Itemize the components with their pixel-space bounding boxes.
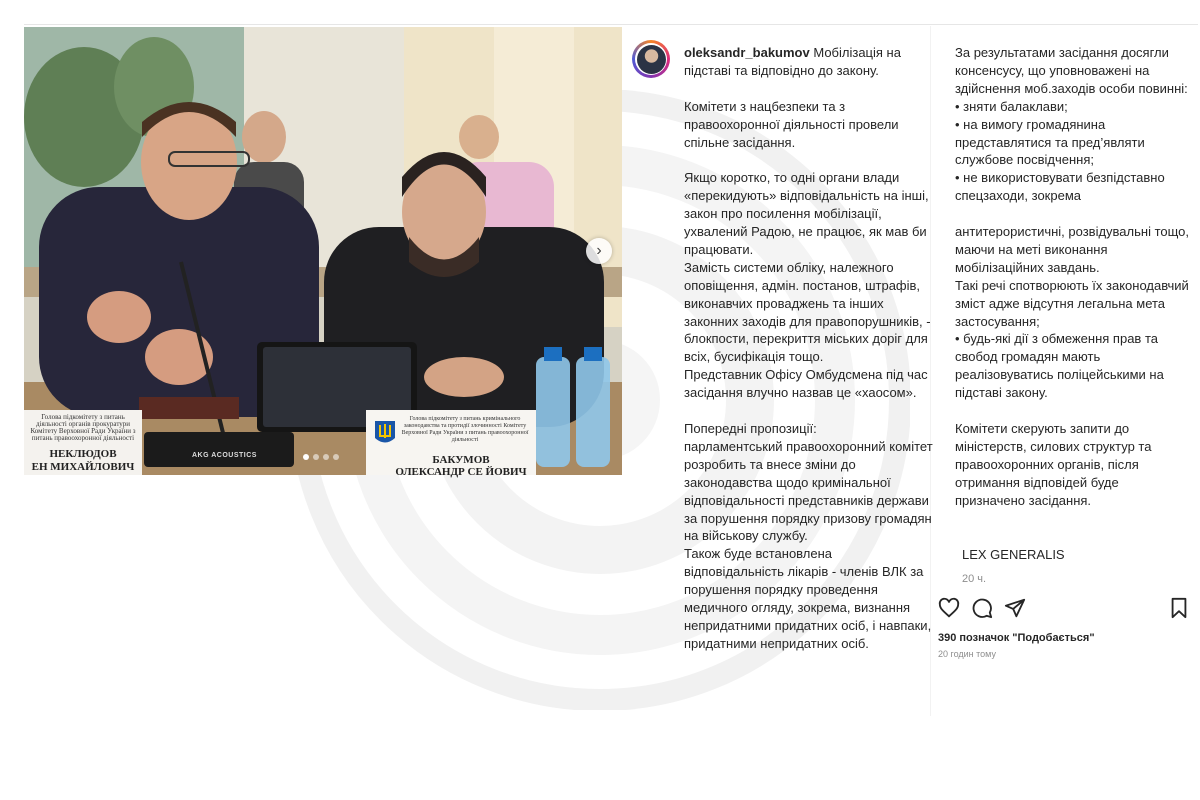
caption-paragraph: Такі речі спотворюють їх законодавчий зміст адже відсутня легальна мета застосування;	[955, 277, 1189, 329]
placard-left-name-line1: НЕКЛЮДОВ	[49, 448, 117, 460]
caption-paragraph: Комітети з нацбезпеки та з правоохоронної діяльності провели спільне засідання.	[684, 98, 899, 150]
caption-paragraph: Якщо коротко, то одні органи влади «перекидують» відповідальність на інші, закон про посилення мобілізації, ухвалений Радою, не працює, як мав би працювати.	[684, 170, 929, 257]
caption-paragraph: • зняти балаклави;	[955, 98, 1068, 114]
posted-time: 20 годин тому	[938, 649, 996, 659]
caption-first-line: Мобілізація на підставі та відповідно до закону.	[684, 45, 901, 78]
carousel-next-button[interactable]	[586, 238, 612, 264]
carousel-dot-4[interactable]	[333, 454, 339, 460]
photo-scene	[24, 27, 622, 475]
placard-right-header: Голова підкомітету з питань кримінального законодавства та протидії злочинності Комітету Верховної Ради України з питань правоохоронної діяльності	[401, 416, 529, 443]
caption-column-2	[955, 44, 1190, 510]
username-link[interactable]: oleksandr_bakumov	[684, 45, 810, 60]
caption-paragraph: Також буде встановлена відповідальність лікарів - членів ВЛК за порушення порядку проведення медичного огляду, зокрема, визнання непридатними придатних осіб, і навпаки, придатними непридатних осіб.	[684, 546, 932, 651]
name-placard-right	[366, 410, 536, 478]
carousel-dots	[303, 454, 339, 460]
placard-right-name-line1: БАКУМОВ	[432, 454, 490, 466]
caption-paragraph: За результатами засідання досягли консенсусу, що уповноважені на здійснення моб.заходів особи повинні:	[955, 45, 1188, 96]
caption-blank	[684, 151, 934, 169]
caption-paragraph: Представник Офісу Омбудсмена під час засідання влучно назвав це «хаосом».	[684, 367, 928, 401]
trident-emblem-icon	[374, 420, 396, 446]
name-placard-left	[24, 410, 142, 475]
caption-column-1	[684, 44, 934, 653]
avatar-image	[637, 45, 666, 74]
chevron-right-icon: ›	[596, 242, 602, 259]
top-divider	[24, 24, 1198, 25]
caption-paragraph: • будь-які дії з обмеження прав та свобод громадян мають реалізовуватись поліцейськими на підставі закону.	[955, 331, 1164, 401]
caption-paragraph: Замість системи обліку, належного оповіщення, адмін. постанов, штрафів, виконавчих проваджень та інших законних заходів для правопорушників, - блокпости, перекриття міських доріг для всіх, бусифікація тощо.	[684, 259, 931, 365]
placard-right-name-line2: ОЛЕКСАНДР СЕ ЙОВИЧ	[395, 466, 527, 478]
carousel-dot-2[interactable]	[313, 454, 319, 460]
caption-paragraph: • на вимогу громадянина представлятися та пред’являти службове посвідчення;	[955, 116, 1145, 168]
comment-icon[interactable]	[971, 597, 993, 619]
caption-paragraph: Попередні пропозиції:	[684, 420, 817, 436]
bookmark-icon[interactable]	[1168, 597, 1190, 619]
likes-count[interactable]: 390 позначок "Подобається"	[938, 632, 1095, 644]
mic-brand-label: AKG ACOUSTICS	[192, 452, 257, 459]
caption-paragraph: парламентський правоохоронний комітет розробить та внесе зміни до законодавства щодо кримінальної відповідальності представників держави за порушення порядку призову громадян на військову службу.	[684, 438, 933, 544]
caption-blank	[955, 402, 1190, 420]
post-photo[interactable]	[24, 27, 622, 475]
caption-blank	[955, 205, 1190, 223]
share-icon[interactable]	[1004, 597, 1026, 619]
placard-left-header: Голова підкомітету з питань діяльності органів прокуратури Комітету Верховної Ради України з питань правоохоронної діяльності	[30, 413, 136, 442]
carousel-dot-3[interactable]	[323, 454, 329, 460]
avatar[interactable]	[632, 40, 670, 78]
placard-left-name-line2: ЕН МИХАЙЛОВИЧ	[31, 461, 135, 473]
caption-blank	[684, 402, 934, 420]
action-bar	[938, 597, 1190, 619]
comment-author[interactable]: LEX GENERALIS	[962, 547, 1065, 562]
carousel-dot-1[interactable]	[303, 454, 309, 460]
heart-icon[interactable]	[938, 597, 960, 619]
caption-paragraph: антитерористичні, розвідувальні тощо, маючи на меті виконання мобілізаційних завдань.	[955, 224, 1190, 275]
comment-time: 20 ч.	[962, 573, 987, 585]
caption-paragraph: Комітети скерують запити до міністерств, силових структур та правоохоронних органів, після отримання відповідей буде призначено засідання.	[955, 421, 1152, 508]
caption-paragraph: • не використовувати безпідставно спецзаходи, зокрема	[955, 170, 1165, 204]
